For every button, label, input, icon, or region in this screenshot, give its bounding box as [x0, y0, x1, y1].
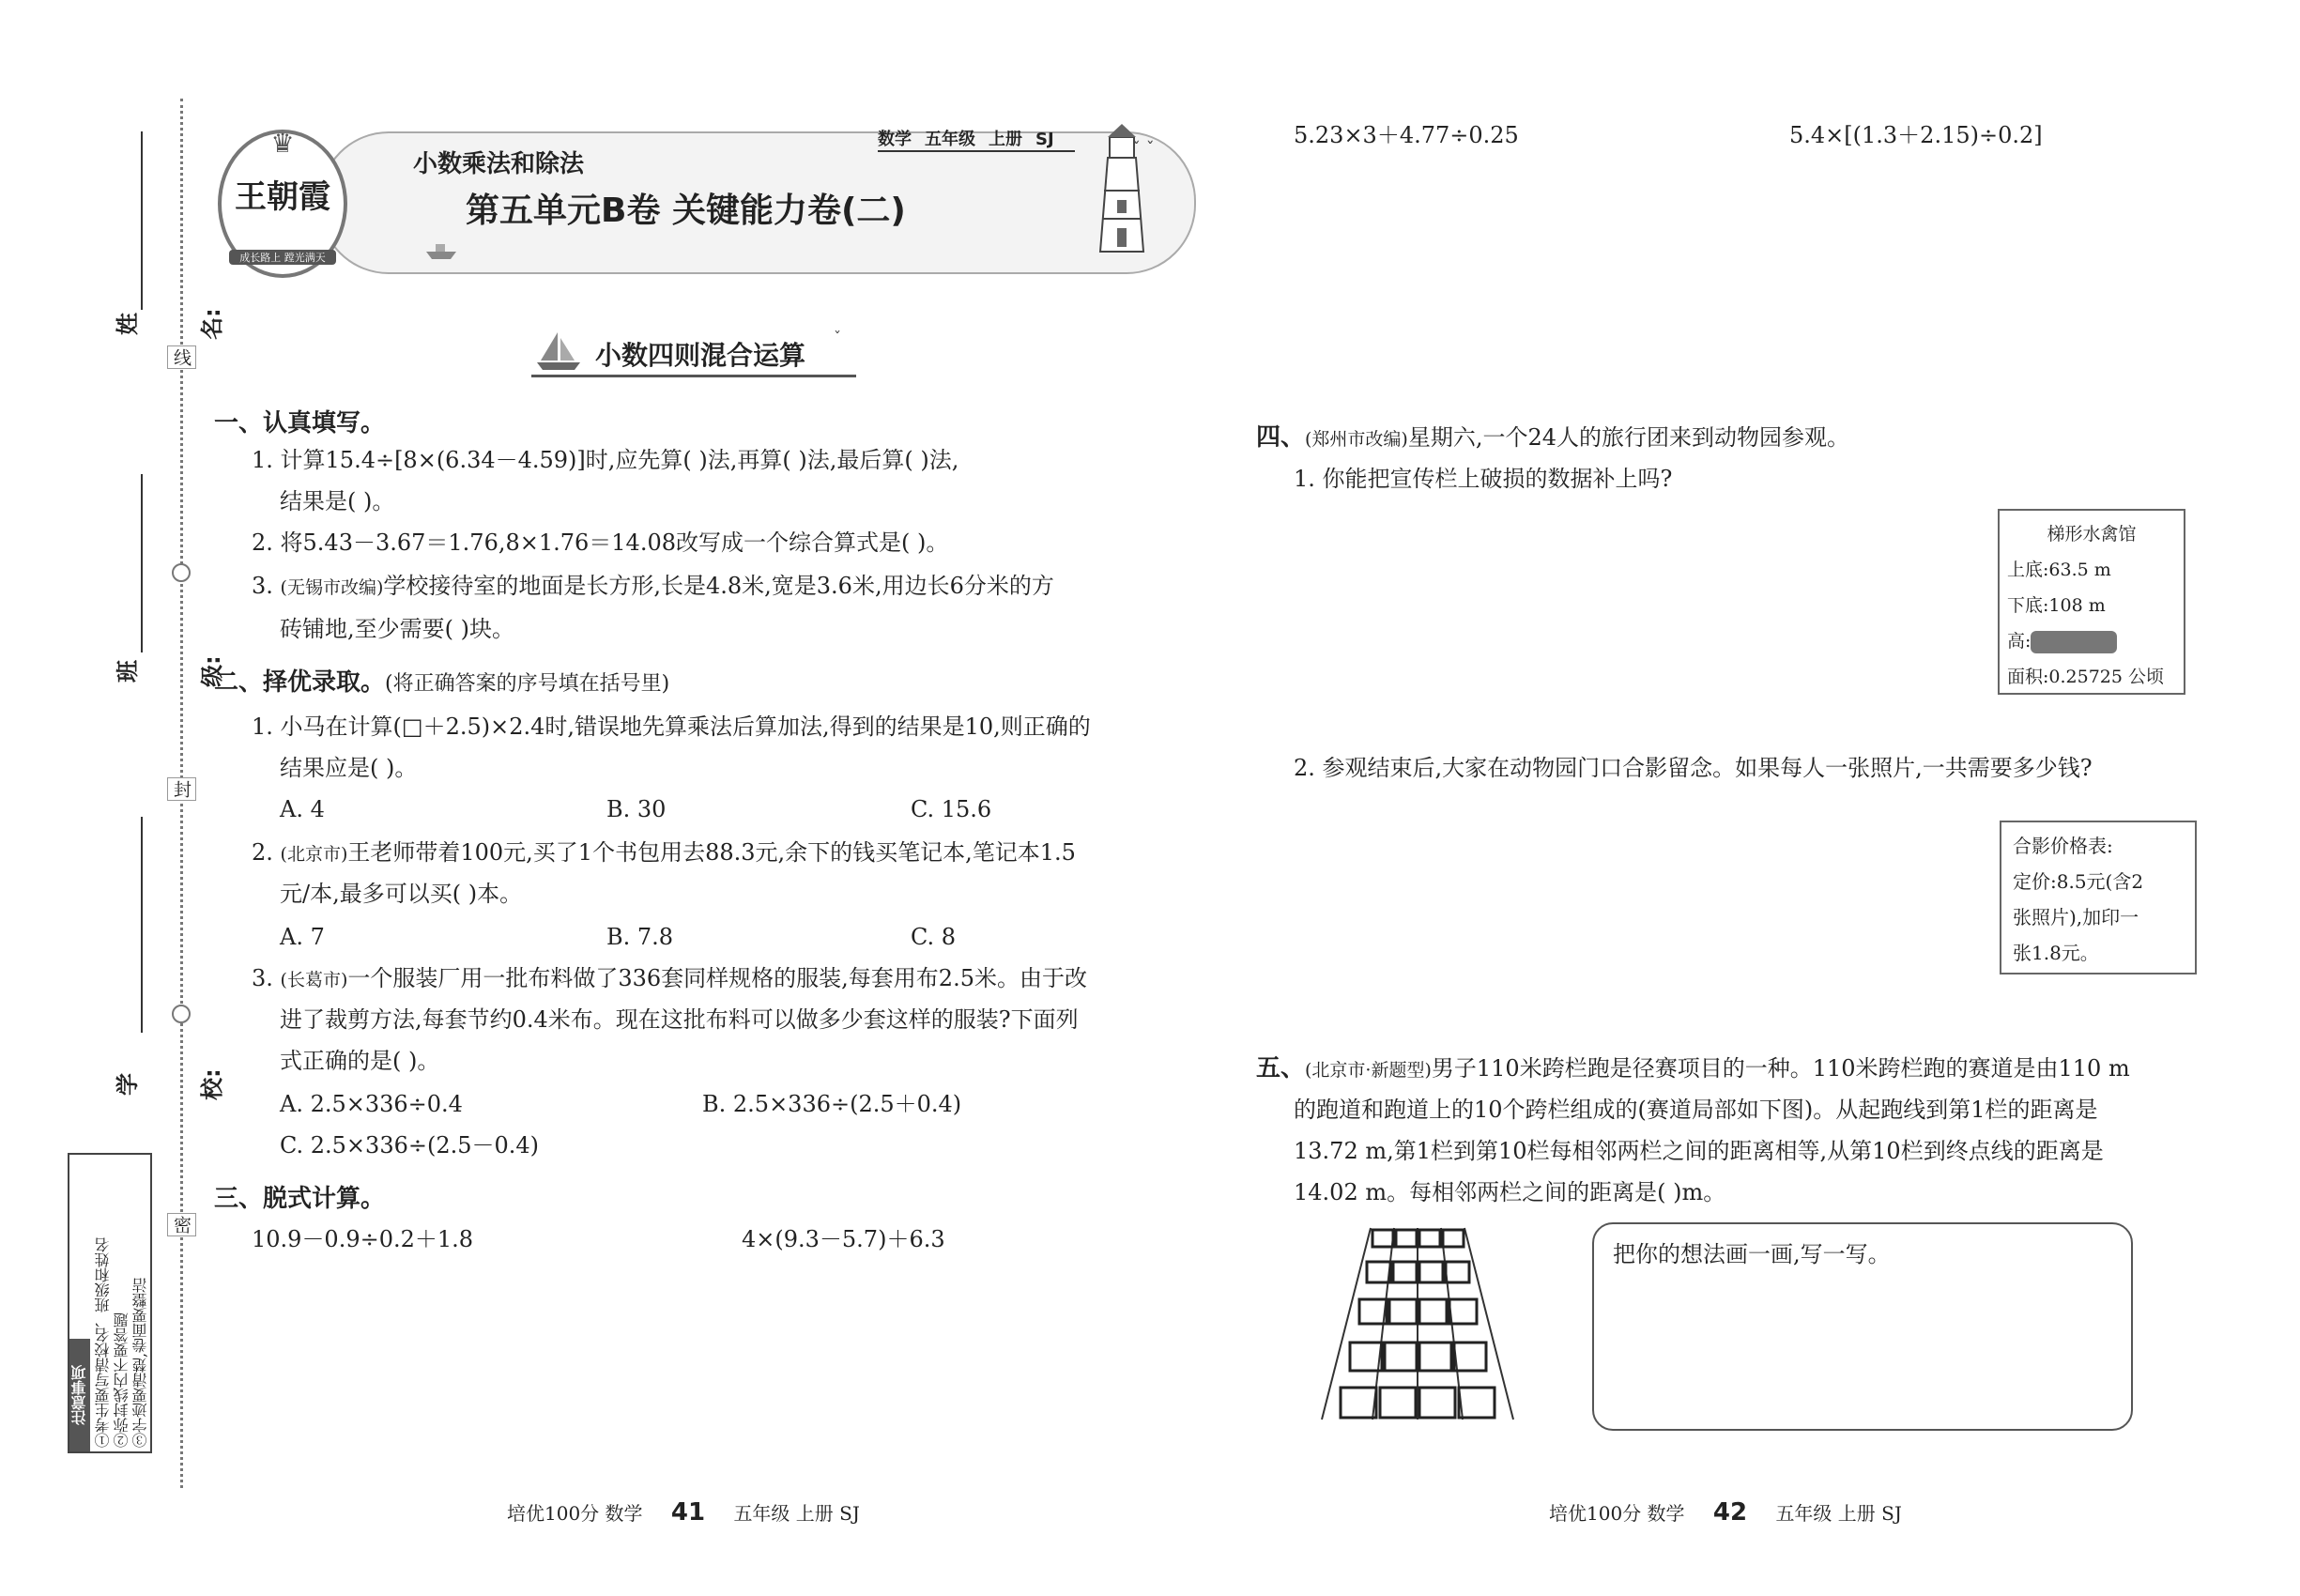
s2-q2-line2: 元/本,最多可以买( )本。 [280, 881, 523, 907]
page-number: 41 [670, 1498, 706, 1527]
sign-title: 梯形水禽馆 [2047, 524, 2137, 545]
name-label: 姓 名: [115, 308, 225, 340]
s2-q2-option-c[interactable]: C. 8 [911, 924, 957, 950]
section-2-heading [214, 663, 669, 698]
logo-badge [218, 130, 347, 278]
source-tag: (郑州市改编) [1305, 429, 1408, 450]
s5-text: 男子110米跨栏跑是径赛项目的一种。110米跨栏跑的赛道是由110 m [1431, 1055, 2130, 1082]
class-label: 班 级: [115, 655, 225, 687]
sign-bottom-base: 下底:108 m [2007, 595, 2106, 616]
answer-box[interactable] [1592, 1222, 2133, 1431]
section-5-line4: 14.02 m。每相邻两栏之间的距离是( )m。 [1294, 1179, 1726, 1205]
s1-q2: 2. 将5.43－3.67＝1.76,8×1.76＝14.08改写成一个综合算式是( )。 [252, 529, 949, 556]
s2-q1-option-c[interactable]: C. 15.6 [911, 796, 992, 822]
source-tag: (北京市) [280, 844, 348, 865]
answer-box-prompt: 把你的想法画一画,写一写。 [1613, 1241, 1891, 1267]
meta-subject: 数学 [878, 130, 912, 149]
sailboat-icon [535, 329, 582, 372]
section-3-heading: 三、脱式计算。 [214, 1185, 386, 1213]
class-field[interactable] [141, 474, 143, 652]
header-meta [878, 126, 1054, 150]
s2-q2-option-b[interactable]: B. 7.8 [606, 924, 674, 950]
s1-q1-line1: 1. 计算15.4÷[8×(6.34－4.59)]时,应先算( )法,再算( )法,最后算( )法, [252, 447, 959, 473]
s2-q3-option-c[interactable]: C. 2.5×336÷(2.5－0.4) [280, 1132, 540, 1159]
price-table [2000, 821, 2197, 974]
school-label: 学 校: [115, 1068, 225, 1100]
notice-item: ③字迹要清楚,卷面要整洁 [131, 1277, 149, 1448]
footer-grade: 五年级 上册 SJ [1775, 1502, 1902, 1525]
price-line: 定价:8.5元(含2 [2013, 870, 2144, 893]
s2-q3-line2: 进了裁剪方法,每套节约0.4米布。现在这批布料可以做多少套这样的服装?下面列 [280, 1006, 1079, 1033]
header-title: 第五单元B卷 关键能力卷(二) [466, 192, 906, 230]
binding-scissor-mark [172, 1005, 191, 1023]
s2-q2-option-a[interactable]: A. 7 [280, 924, 325, 950]
s2-q3-option-a[interactable]: A. 2.5×336÷0.4 [280, 1091, 463, 1117]
cut-char: 密 [167, 1213, 196, 1236]
notice-item: ①考生要写清校名、班级和姓名 [94, 1237, 112, 1448]
header-meta-underline [878, 150, 1075, 152]
source-tag: (北京市·新题型) [1305, 1060, 1432, 1081]
s2-q2-text: 王老师带着100元,买了1个书包用去88.3元,余下的钱买笔记本,笔记本1.5 [347, 839, 1076, 866]
s1-q3-line1: 3. (无锡市改编)学校接待室的地面是长方形,长是4.8米,宽是3.6米,用边长6分米的方 [252, 573, 1054, 599]
footer-left [507, 1498, 860, 1527]
s1-q3-line2: 砖铺地,至少需要( )块。 [280, 616, 514, 642]
source-tag: (长葛市) [280, 970, 348, 990]
bird-icon: ˇ [834, 329, 841, 346]
logo-slogan: 成长路上 蹚光满天 [229, 250, 336, 265]
name-field[interactable] [141, 131, 143, 310]
price-title: 合影价格表: [2013, 835, 2113, 857]
school-field[interactable] [141, 817, 143, 1033]
s3-expr-2: 4×(9.3－5.7)＋6.3 [742, 1226, 945, 1252]
section-1-heading: 一、认真填写。 [214, 409, 386, 437]
s4-num: 四、 [1256, 423, 1306, 452]
header-subtitle: 小数乘法和除法 [413, 150, 585, 178]
section-4-heading [1256, 417, 1849, 460]
sign-height: 高: [2007, 623, 2176, 659]
price-line: 张照片),加印一 [2013, 906, 2139, 928]
footer-grade: 五年级 上册 SJ [733, 1502, 860, 1525]
s2-q1-option-a[interactable]: A. 4 [280, 796, 325, 822]
s2-q3-option-b[interactable]: B. 2.5×336÷(2.5＋0.4) [702, 1091, 962, 1117]
s2-heading-text: 二、择优录取。 [214, 668, 386, 697]
source-tag: (无锡市改编) [280, 577, 384, 598]
s1-q1-line2: 结果是( )。 [280, 488, 395, 514]
crown-icon: ♛ [270, 128, 295, 159]
r-expr-2: 5.4×[(1.3＋2.15)÷0.2] [1789, 122, 2043, 148]
sign-top-base: 上底:63.5 m [2007, 560, 2111, 580]
s2-heading-note: (将正确答案的序号填在括号里) [385, 672, 670, 696]
meta-volume: 上册 [989, 130, 1022, 149]
section-5-line2: 的跑道和跑道上的10个跨栏组成的(赛道局部如下图)。从起跑线到第1栏的距离是 [1294, 1097, 2098, 1123]
s2-q3-text: 一个服装厂用一批布料做了336套同样规格的服装,每套用布2.5米。由于改 [347, 965, 1087, 991]
section-5-line3: 13.72 m,第1栏到第10栏每相邻两栏之间的距离相等,从第10栏到终点线的距离是 [1294, 1138, 2104, 1164]
sign-area: 面积:0.25725 公顷 [2007, 667, 2165, 687]
s3-expr-1: 10.9－0.9÷0.2＋1.8 [252, 1226, 474, 1252]
bird-icon: ˇ ˇ [1132, 139, 1155, 159]
page-number: 42 [1712, 1498, 1748, 1527]
cut-char: 封 [167, 777, 196, 801]
s4-q2: 2. 参观结束后,大家在动物园门口合影留念。如果每人一张照片,一共需要多少钱? [1294, 755, 2093, 781]
footer-series: 培优100分 数学 [1549, 1502, 1685, 1525]
notice-box [68, 1153, 152, 1453]
price-line: 张1.8元。 [2013, 942, 2099, 964]
s2-q1-line1: 1. 小马在计算(□＋2.5)×2.4时,错误地先算乘法后算加法,得到的结果是10,则正确的 [252, 714, 1091, 740]
logo-text: 王朝霞 [235, 178, 330, 216]
s1-q3-text: 学校接待室的地面是长方形,长是4.8米,宽是3.6米,用边长6分米的方 [383, 573, 1054, 599]
info-sign [1998, 509, 2185, 695]
notice-title: 注意事项 [69, 1339, 90, 1451]
meta-grade: 五年级 [925, 130, 975, 149]
binding-scissor-mark [172, 563, 191, 582]
r-expr-1: 5.23×3＋4.77÷0.25 [1294, 122, 1519, 148]
s5-num: 五、 [1256, 1054, 1306, 1082]
boat-icon [422, 242, 460, 261]
notice-item: ②弥封线内不要答题 [113, 1312, 130, 1448]
s4-text: 星期六,一个24人的旅行团来到动物园参观。 [1407, 424, 1850, 451]
s4-q1: 1. 你能把宣传栏上破损的数据补上吗? [1294, 466, 1673, 492]
s2-q1-option-b[interactable]: B. 30 [606, 796, 667, 822]
section-5-line1 [1256, 1048, 2130, 1091]
meta-edition: SJ [1035, 130, 1054, 149]
banner-title: 小数四则混合运算 [595, 340, 806, 371]
s2-q3-line3: 式正确的是( )。 [280, 1048, 440, 1074]
s2-q2-line1: 2. (北京市)王老师带着100元,买了1个书包用去88.3元,余下的钱买笔记本,笔记本1.5 [252, 839, 1076, 866]
footer-series: 培优100分 数学 [507, 1502, 643, 1525]
hurdle-track-figure [1314, 1220, 1521, 1427]
s2-q3-line1: 3. (长葛市)一个服装厂用一批布料做了336套同样规格的服装,每套用布2.5米。由于改 [252, 965, 1087, 991]
footer-right [1549, 1498, 1902, 1527]
s2-q1-line2: 结果应是( )。 [280, 755, 418, 781]
cut-char: 线 [167, 345, 196, 369]
damaged-patch [2031, 631, 2117, 653]
